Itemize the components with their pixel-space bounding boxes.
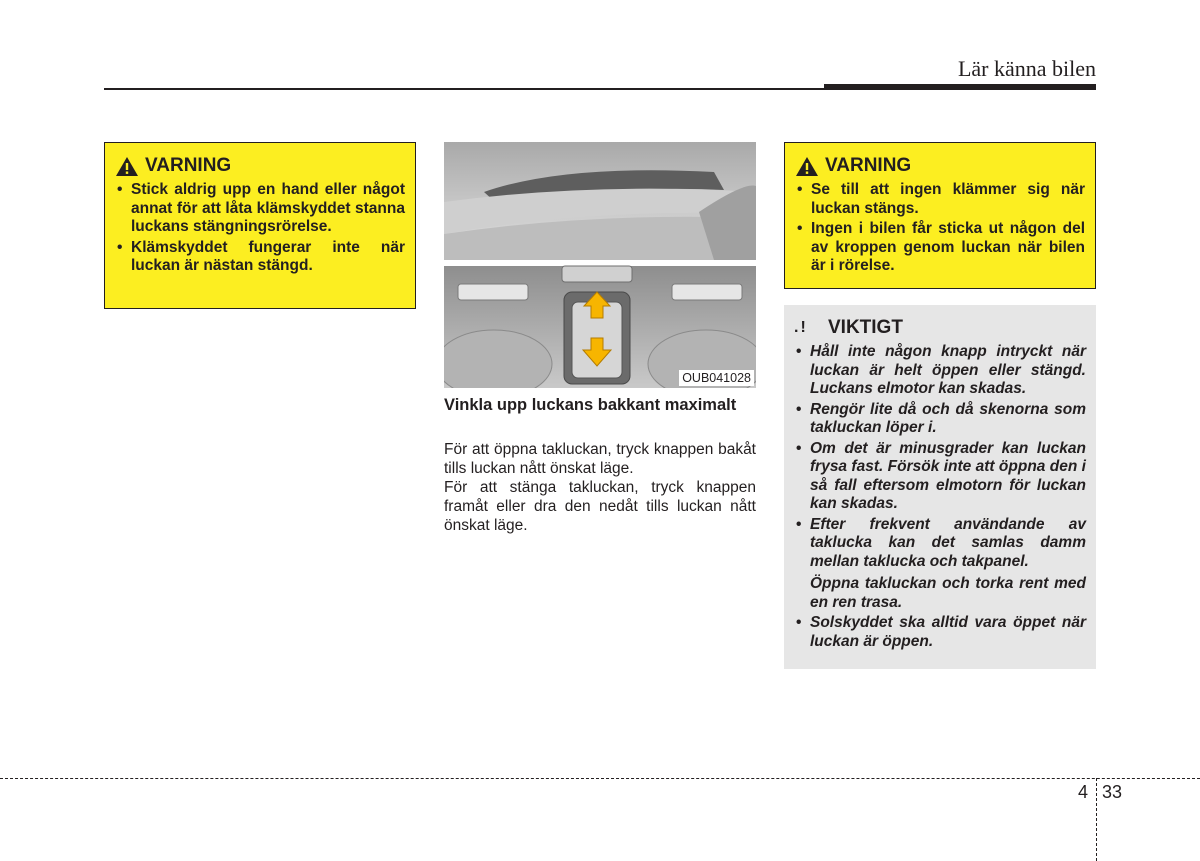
section-heading: Vinkla upp luckans bakkant maximalt bbox=[444, 396, 737, 414]
figure-code: OUB041028 bbox=[679, 370, 754, 386]
notice-item: • Om det är minusgrader kan luckan frysa fast. Försök inte att öppna den i så fall eftersom elmotorn för luckan kan skadas. bbox=[794, 440, 1086, 514]
sunroof-switch-photo bbox=[444, 142, 756, 388]
notice-heading-text: VIKTIGT bbox=[828, 317, 903, 338]
warning-item: • Stick aldrig upp en hand eller något annat för att låta klämskyddet stanna luckans stängningsrörelse. bbox=[115, 181, 405, 237]
notice-box bbox=[784, 305, 1096, 669]
warning-item: • Klämskyddet fungerar inte när luckan är nästan stängd. bbox=[115, 239, 405, 276]
section-paragraph: För att stänga takluckan, tryck knappen framåt eller dra den nedåt tills luckan nått önskat läge. bbox=[444, 479, 756, 534]
sunroof-illustration bbox=[444, 142, 756, 388]
warning-box-right bbox=[784, 142, 1096, 289]
header-rule bbox=[104, 88, 826, 90]
warning-item: • Se till att ingen klämmer sig när luckan stängs. bbox=[795, 181, 1085, 218]
warning-heading bbox=[795, 155, 1085, 177]
warning-triangle-icon bbox=[115, 156, 139, 177]
warning-list bbox=[115, 181, 405, 276]
notice-item-extra: Öppna takluckan och torka rent med en ren trasa. bbox=[810, 575, 1086, 611]
warning-heading bbox=[115, 155, 405, 177]
notice-item: • Håll inte någon knapp intryckt när luckan är helt öppen eller stängd. Luckans elmotor kan skadas. bbox=[794, 343, 1086, 399]
warning-heading-text: VARNING bbox=[145, 155, 232, 176]
warning-item: • Ingen i bilen får sticka ut någon del av kroppen genom luckan när bilen är i rörelse. bbox=[795, 220, 1085, 276]
section-body bbox=[444, 440, 756, 535]
notice-item: • Rengör lite då och då skenorna som takluckan löper i. bbox=[794, 401, 1086, 438]
notice-list bbox=[794, 343, 1086, 651]
notice-heading bbox=[794, 317, 1086, 339]
notice-item: • Solskyddet ska alltid vara öppet när luckan är öppen. bbox=[794, 614, 1086, 651]
footer-dashed-rule bbox=[0, 778, 1200, 779]
warning-list bbox=[795, 181, 1085, 276]
footer-dashed-divider bbox=[1096, 778, 1097, 861]
warning-box-left bbox=[104, 142, 416, 309]
page-header-title: Lär känna bilen bbox=[957, 56, 1096, 81]
page-number: 33 bbox=[1102, 782, 1123, 802]
warning-heading-text: VARNING bbox=[825, 155, 912, 176]
header-rule-accent bbox=[824, 84, 1096, 90]
section-paragraph: För att öppna takluckan, tryck knappen bakåt tills luckan nått önskat läge. bbox=[444, 441, 756, 477]
warning-triangle-icon bbox=[795, 156, 819, 177]
exclamation-icon: .! bbox=[794, 319, 808, 336]
chapter-number: 4 bbox=[1078, 782, 1089, 802]
notice-item: • Efter frekvent användande av taklucka kan det samlas damm mellan taklucka och takpanel. Öppna takluckan och torka rent med en ren trasa. bbox=[794, 516, 1086, 613]
